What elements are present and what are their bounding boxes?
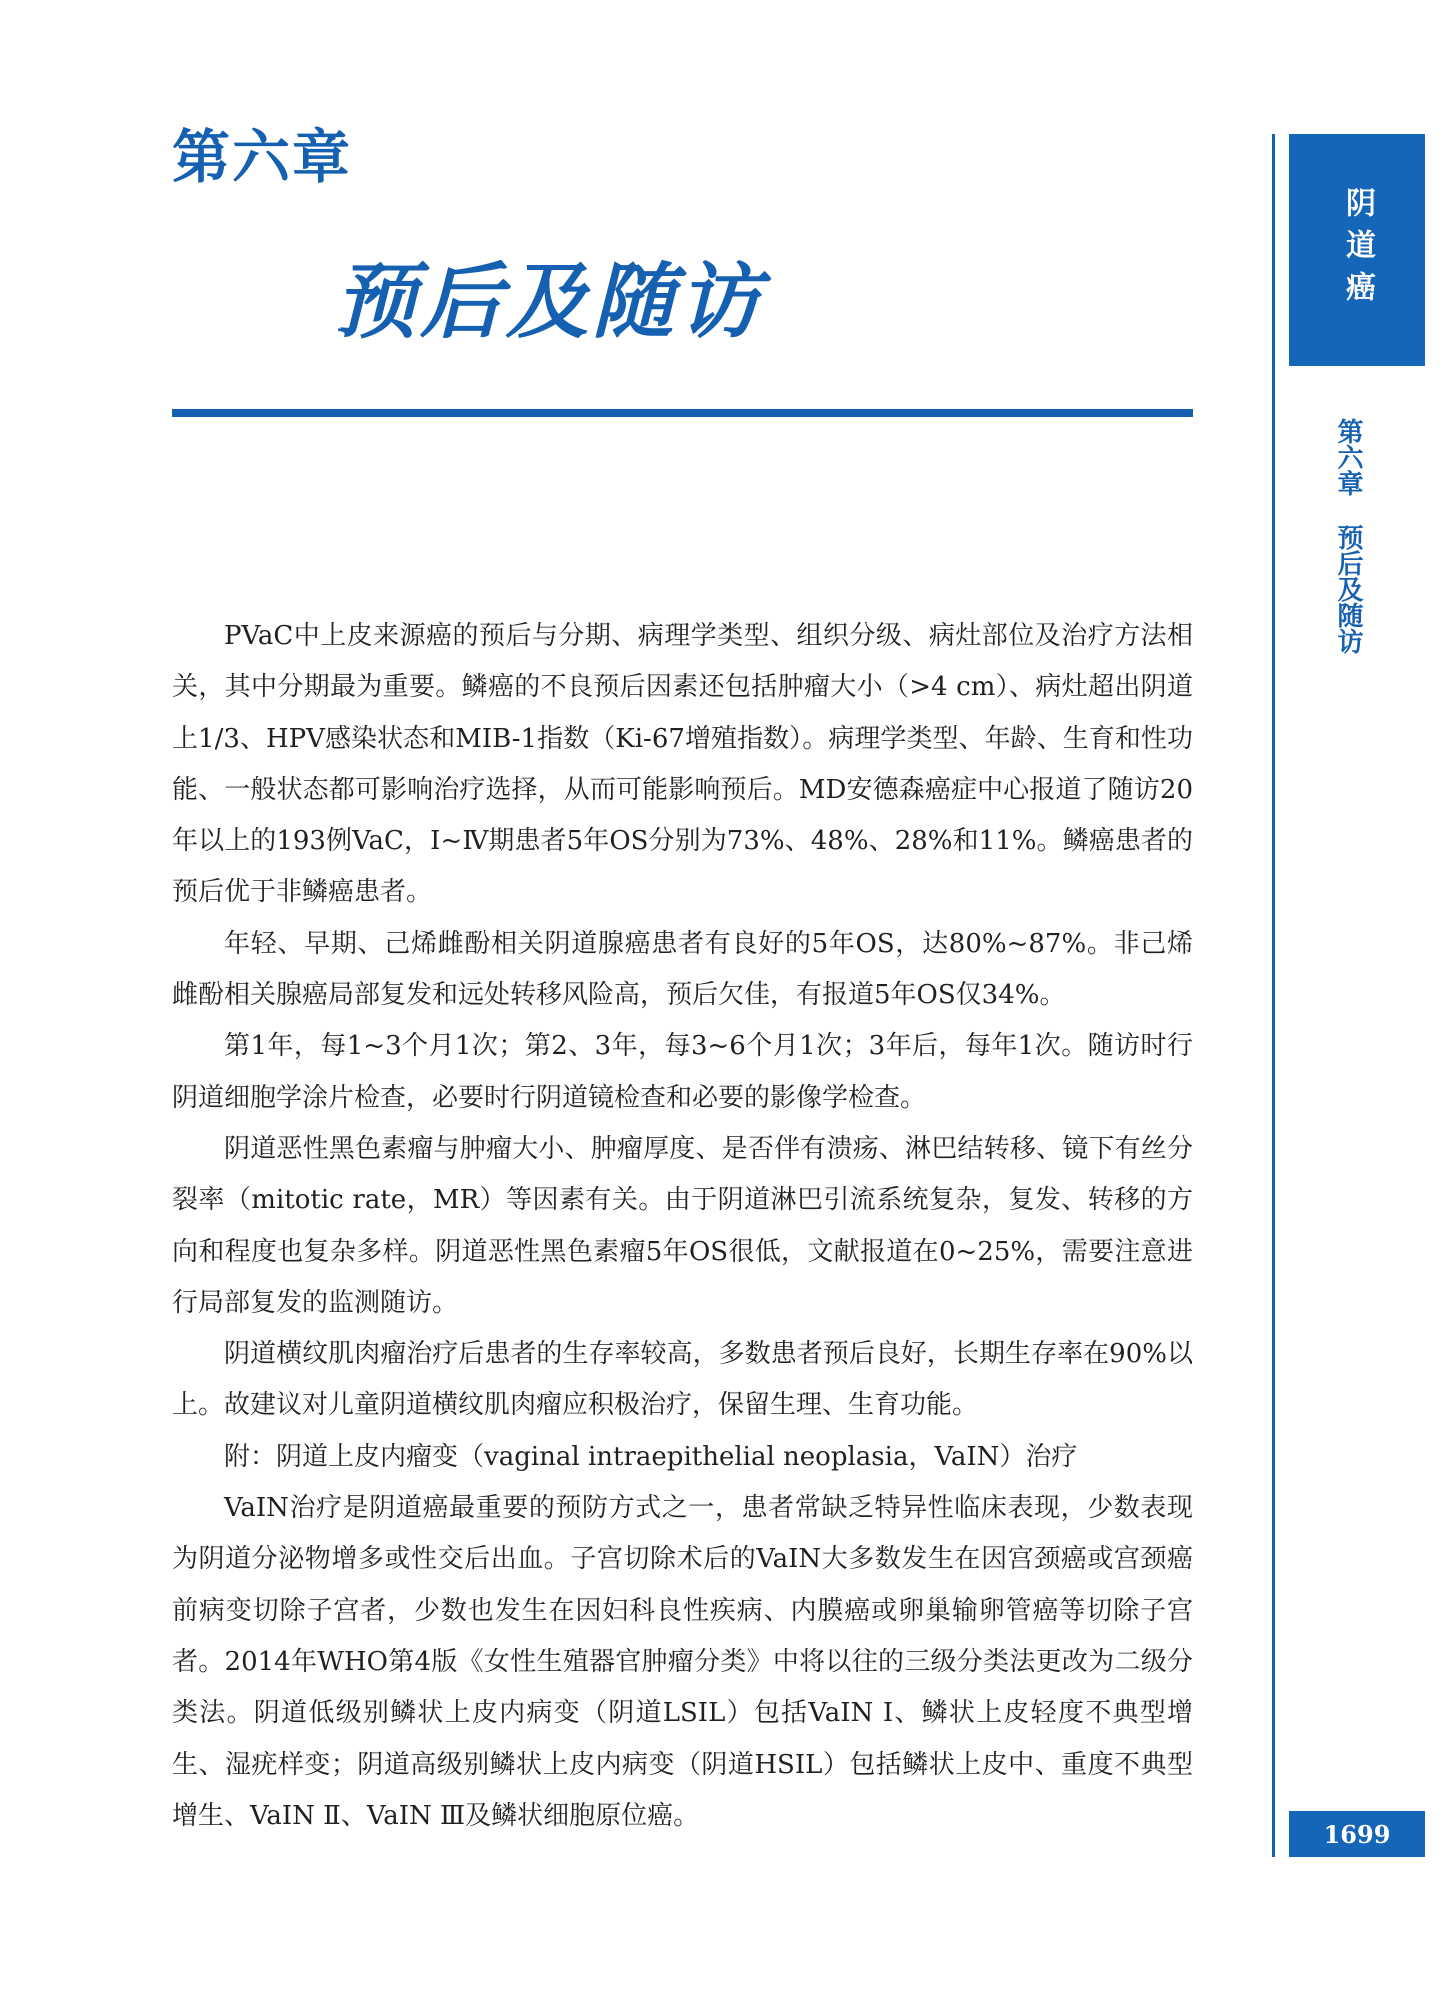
paragraph-appendix-heading: 附：阴道上皮内瘤变（vaginal intraepithelial neoplasia，VaIN）治疗 bbox=[224, 1441, 1078, 1472]
paragraph-follow-up-schedule: 第1年，每1~3个月1次；第2、3年，每3~6个月1次；3年后，每年1次。随访时行阴道细胞学涂片检查，必要时行阴道镜检查和必要的影像学检查。 bbox=[172, 1031, 1193, 1113]
paragraph-vain-treatment: VaIN治疗是阴道癌最重要的预防方式之一，患者常缺乏特异性临床表现，少数表现为阴道分泌物增多或性交后出血。子宫切除术后的VaIN大多数发生在因宫颈癌或宫颈癌前病变切除子宫者，少数也发生在因妇科良性疾病、内膜癌或卵巢输卵管癌等切除子宫者。2014年WHO第4版《女性生殖器官肿瘤分类》中将以往的三级分类法更改为二级分类法。阴道低级别鳞状上皮内病变（阴道LSIL）包括VaIN Ⅰ、鳞状上皮轻度不典型增生、湿疣样变；阴道高级别鳞状上皮内病变（阴道HSIL）包括鳞状上皮中、重度不典型增生、VaIN Ⅱ、VaIN Ⅲ及鳞状细胞原位癌。 bbox=[172, 1493, 1193, 1831]
title-divider bbox=[172, 409, 1193, 417]
paragraph-adenocarcinoma: 年轻、早期、己烯雌酚相关阴道腺癌患者有良好的5年OS，达80%~87%。非己烯雌酚相关腺癌局部复发和远处转移风险高，预后欠佳，有报道5年OS仅34%。 bbox=[172, 928, 1193, 1011]
sidebar-divider bbox=[1272, 134, 1275, 1857]
sidebar-section-tab bbox=[1289, 134, 1425, 366]
sidebar-chapter-title: 预后及随访 bbox=[1333, 524, 1363, 654]
page-number: 1699 bbox=[1323, 1819, 1391, 1849]
paragraph-melanoma: 阴道恶性黑色素瘤与肿瘤大小、肿瘤厚度、是否伴有溃疡、淋巴结转移、镜下有丝分裂率（mitotic rate，MR）等因素有关。由于阴道淋巴引流系统复杂，复发、转移的方向和程度也复杂多样。阴道恶性黑色素瘤5年OS很低，文献报道在0~25%，需要注意进行局部复发的监测随访。 bbox=[172, 1133, 1193, 1318]
paragraph-rhabdomyosarcoma: 阴道横纹肌肉瘤治疗后患者的生存率较高，多数患者预后良好，长期生存率在90%以上。故建议对儿童阴道横纹肌肉瘤应积极治疗，保留生理、生育功能。 bbox=[172, 1339, 1193, 1421]
sidebar-tab-label: 阴道癌 bbox=[1340, 187, 1375, 313]
paragraph-prognosis-factors: PVaC中上皮来源癌的预后与分期、病理学类型、组织分级、病灶部位及治疗方法相关，其中分期最为重要。鳞癌的不良预后因素还包括肿瘤大小（>4 cm）、病灶超出阴道上1/3、HPV感染状态和MIB-1指数（Ki-67增殖指数）。病理学类型、年龄、生育和性功能、一般状态都可影响治疗选择，从而可能影响预后。MD安德森癌症中心报道了随访20年以上的193例VaC，Ⅰ~Ⅳ期患者5年OS分别为73%、48%、28%和11%。鳞癌患者的预后优于非鳞癌患者。 bbox=[172, 621, 1193, 908]
chapter-label: 第六章 bbox=[172, 123, 353, 191]
chapter-title: 预后及随访 bbox=[334, 255, 764, 350]
page-number-box bbox=[1289, 1811, 1425, 1857]
sidebar-chapter-heading bbox=[1335, 418, 1361, 654]
body-text bbox=[172, 611, 1193, 1842]
sidebar-chapter-label: 第六章 bbox=[1333, 418, 1363, 496]
